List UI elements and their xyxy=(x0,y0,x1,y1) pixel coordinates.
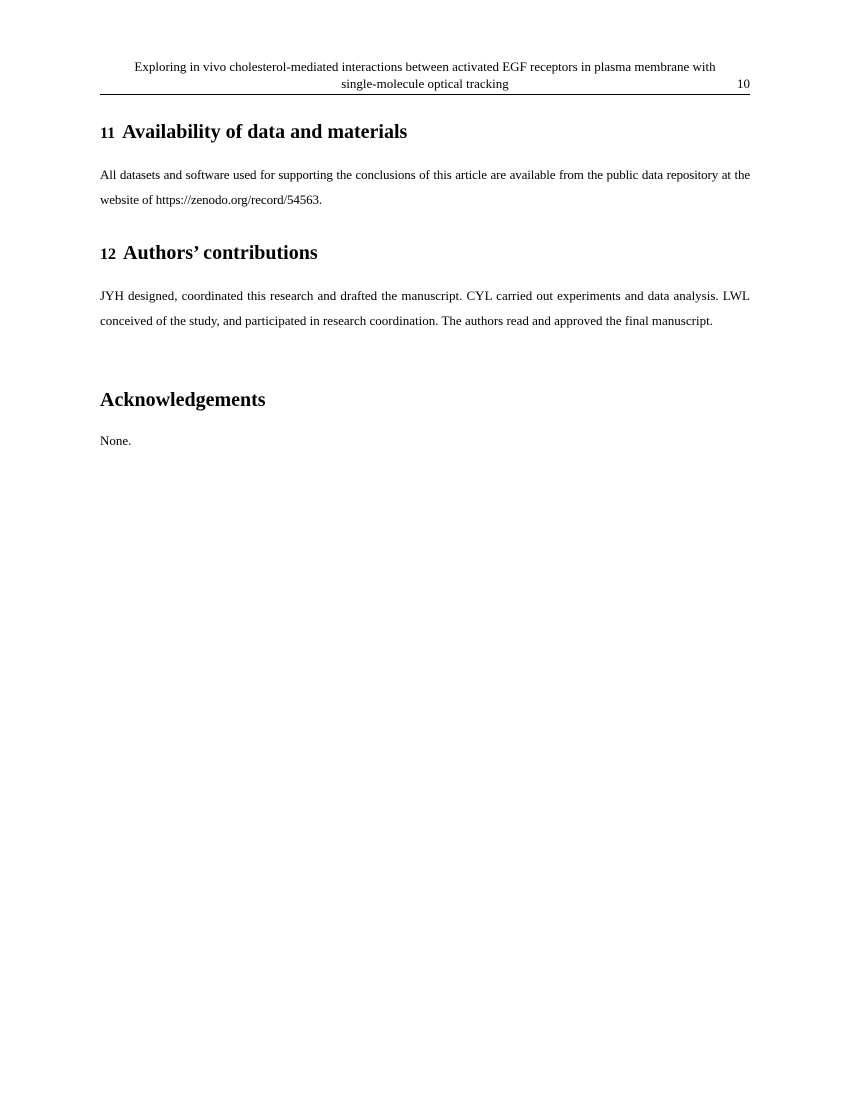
section-body: All datasets and software used for supporting the conclusions of this article are available from the public data repository at the website of https://zenodo.org/record/54563. xyxy=(100,167,750,207)
section-number: 11 xyxy=(100,125,116,142)
running-header xyxy=(100,58,750,95)
section-heading xyxy=(100,388,750,412)
section-acknowledgements xyxy=(100,388,750,454)
page-number: 10 xyxy=(737,76,750,91)
section-number: 12 xyxy=(100,246,116,263)
section-title: Acknowledgements xyxy=(100,389,266,411)
section-title: Authors’ contributions xyxy=(123,242,318,264)
section-data-availability xyxy=(100,120,750,212)
running-title-line2: single-molecule optical tracking xyxy=(341,76,509,91)
section-body: JYH designed, coordinated this research and drafted the manuscript. CYL carried out experiments and data analysis. LWL conceived of the study, and participated in research coordination. The authors read and approved the final manuscript. xyxy=(100,288,750,328)
section-heading xyxy=(100,120,750,146)
section-title: Availability of data and materials xyxy=(122,121,408,143)
running-title-line1: Exploring in vivo cholesterol-mediated interactions between activated EGF receptors in plasma membrane with xyxy=(134,59,716,74)
section-body: None. xyxy=(100,433,132,448)
section-heading xyxy=(100,241,750,267)
section-authors-contributions xyxy=(100,241,750,333)
